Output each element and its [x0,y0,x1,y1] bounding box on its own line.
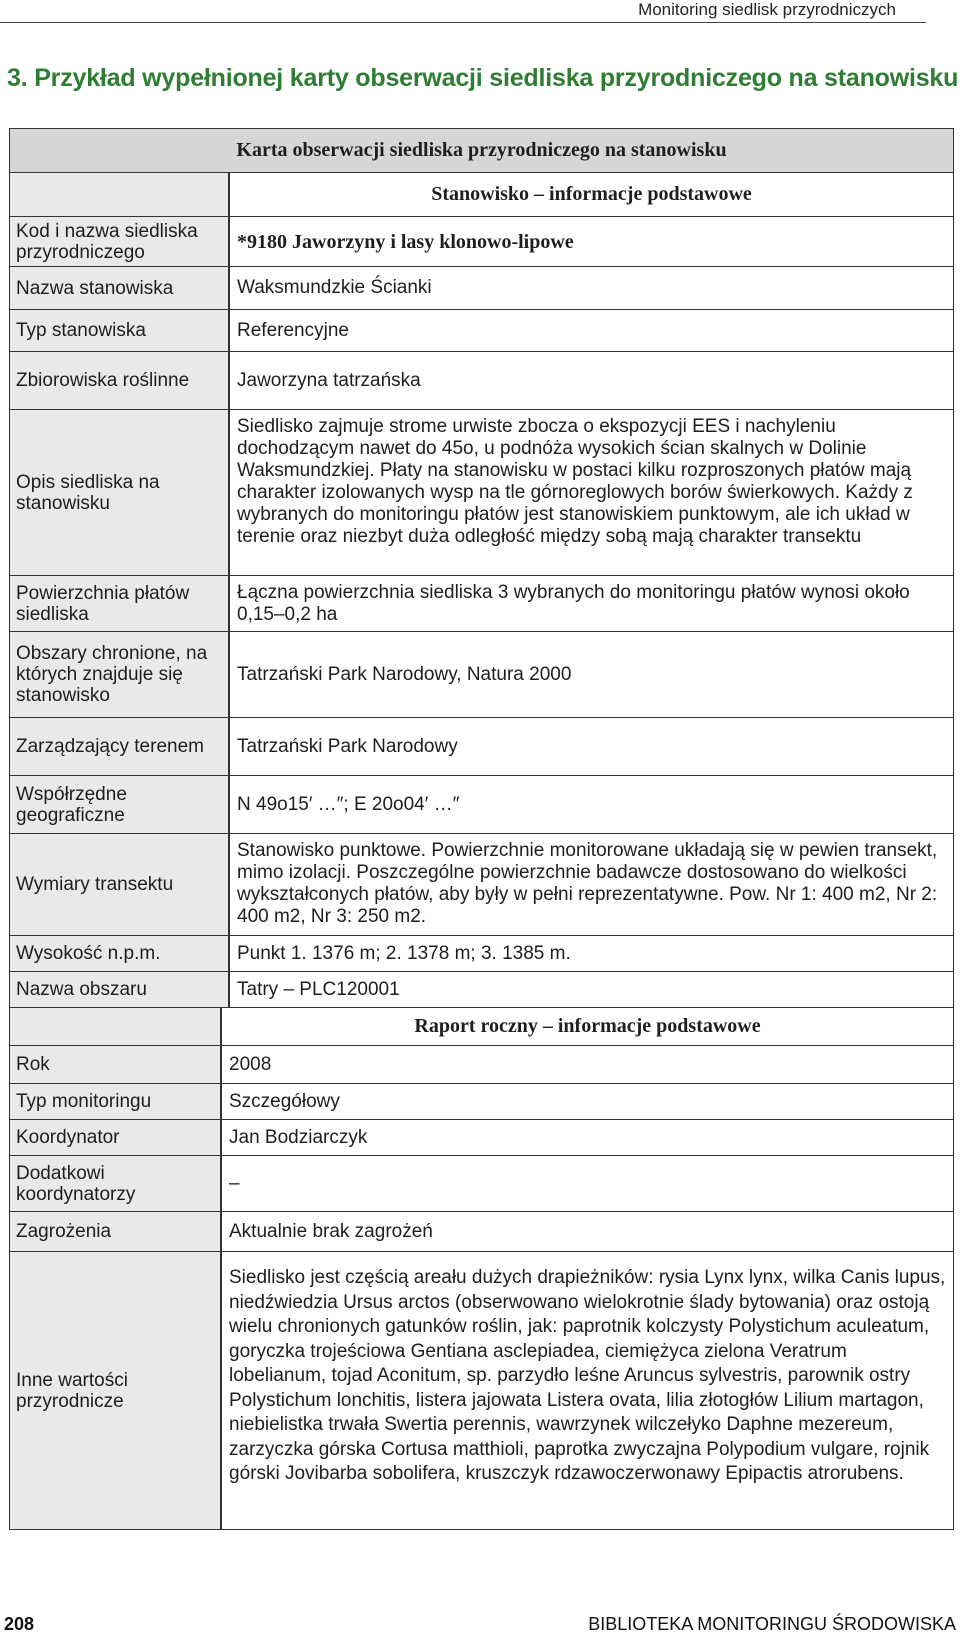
card-title [9,128,954,173]
coords-label: Współrzędne geograficzne [9,776,229,834]
site-header: Stanowisko – informacje podstawowe [229,173,954,217]
running-head-text: Monitoring siedlisk przyrodniczych [638,0,896,19]
extra-coordinators-value: – [221,1156,954,1212]
habitat-value: *9180 Jaworzyny i lasy klonowo-lipowe [229,217,954,267]
threats-value: Aktualnie brak zagrożeń [221,1212,954,1252]
report-header: Raport roczny – informacje podstawowe [221,1008,954,1046]
threats-label: Zagrożenia [9,1212,221,1252]
habitat-label: Kod i nazwa siedliska przyrodniczego [9,217,229,267]
year-value: 2008 [221,1046,954,1084]
extra-coordinators-label: Dodatkowi koordynatorzy [9,1156,221,1212]
card-title-text: Karta obserwacji siedliska przyrodniczego na stanowisku [236,139,727,161]
other-values-value [221,1252,954,1530]
site-header-left [9,173,229,217]
section-title: 3. Przykład wypełnionej karty obserwacji siedliska przyrodniczego na stanowisku [7,64,959,92]
description-value: Siedlisko zajmuje strome urwiste zbocza o ekspozycji EES i nachyleniu dochodzącym nawet do 45o, u podnóża wysokich ścian skalnych w Dolinie Waksmundzkiej. Płaty na stanowisku w postaci kilku rozproszonych płatów mają charakter izolowanych wysp na tle górnoreglowych borów świerkowych. Każdy z wybranych do monitoringu płatów jest stanowiskiem punktowym, ale ich układ w terenie oraz niezbyt duża odległość między sobą mają charakter transektu [229,410,954,576]
protected-value: Tatrzański Park Narodowy, Natura 2000 [229,632,954,718]
altitude-label: Wysokość n.p.m. [9,936,229,972]
transect-label: Wymiary transektu [9,834,229,936]
communities-label: Zbiorowiska roślinne [9,352,229,410]
protected-label: Obszary chronione, na których znajduje się stanowisko [9,632,229,718]
coordinator-value: Jan Bodziarczyk [221,1120,954,1156]
coords-value: N 49o15′ …″; E 20o04′ …″ [229,776,954,834]
series-name: BIBLIOTEKA MONITORINGU ŚRODOWISKA [588,1614,956,1634]
communities-value: Jaworzyna tatrzańska [229,352,954,410]
manager-label: Zarządzający terenem [9,718,229,776]
description-label: Opis siedliska na stanowisku [9,410,229,576]
site-type-value: Referencyjne [229,310,954,352]
area-name-label: Nazwa obszaru [9,972,229,1008]
area-label: Powierzchnia płatów siedliska [9,576,229,632]
running-head [0,0,926,23]
page-number: 208 [4,1614,35,1634]
area-name-value: Tatry – PLC120001 [229,972,954,1008]
site-name-value: Waksmundzkie Ścianki [229,267,954,310]
transect-value: Stanowisko punktowe. Powierzchnie monitorowane układają się w pewien transekt, mimo izolacji. Poszczególne powierzchnie badawcze dostosowano do wielkości wykształconych płatów, aby były w pełni reprezentatywne. Pow. Nr 1: 400 m2, Nr 2: 400 m2, Nr 3: 250 m2. [229,834,954,936]
monitoring-type-value: Szczegółowy [221,1084,954,1120]
report-header-left [9,1008,221,1046]
site-name-label: Nazwa stanowiska [9,267,229,310]
monitoring-type-label: Typ monitoringu [9,1084,221,1120]
year-label: Rok [9,1046,221,1084]
area-value: Łączna powierzchnia siedliska 3 wybranych do monitoringu płatów wynosi około 0,15–0,2 ha [229,576,954,632]
site-type-label: Typ stanowiska [9,310,229,352]
altitude-value: Punkt 1. 1376 m; 2. 1378 m; 3. 1385 m. [229,936,954,972]
other-values-text: Siedlisko jest częścią areału dużych drapieżników: rysia Lynx lynx, wilka Canis lupus, niedźwiedzia Ursus arctos (obserwowano wielokrotnie ślady bytowania) oraz ostoją wielu chronionych gatunków roślin, jak: paprotnik kolczysty Polystichum aculeatum, goryczka trojeściowa Gentiana asclepiadea, ciemiężyca zielona Veratrum lobelianum, tojad Aconitum, sp. parzydło leśne Aruncus sylvestris, parownik ostry Polystichum lonchitis, listera jajowata Listera ovata, lilia złotogłów Lilium martagon, niebielistka trwała Swertia perennis, wawrzynek wilczełyko Daphne mezereum, zarzyczka górska Cortusa matthioli, paprotka zwyczajna Polypodium vulgare, rojnik górski Jovibarba sobolifera, kruszczyk rdzawoczerwonawy Epipactis atrorubens. [229,1267,946,1484]
report-header-row [9,1008,954,1046]
manager-value: Tatrzański Park Narodowy [229,718,954,776]
other-values-label: Inne wartości przyrodnicze [9,1252,221,1530]
coordinator-label: Koordynator [9,1120,221,1156]
site-header-row [9,173,954,217]
